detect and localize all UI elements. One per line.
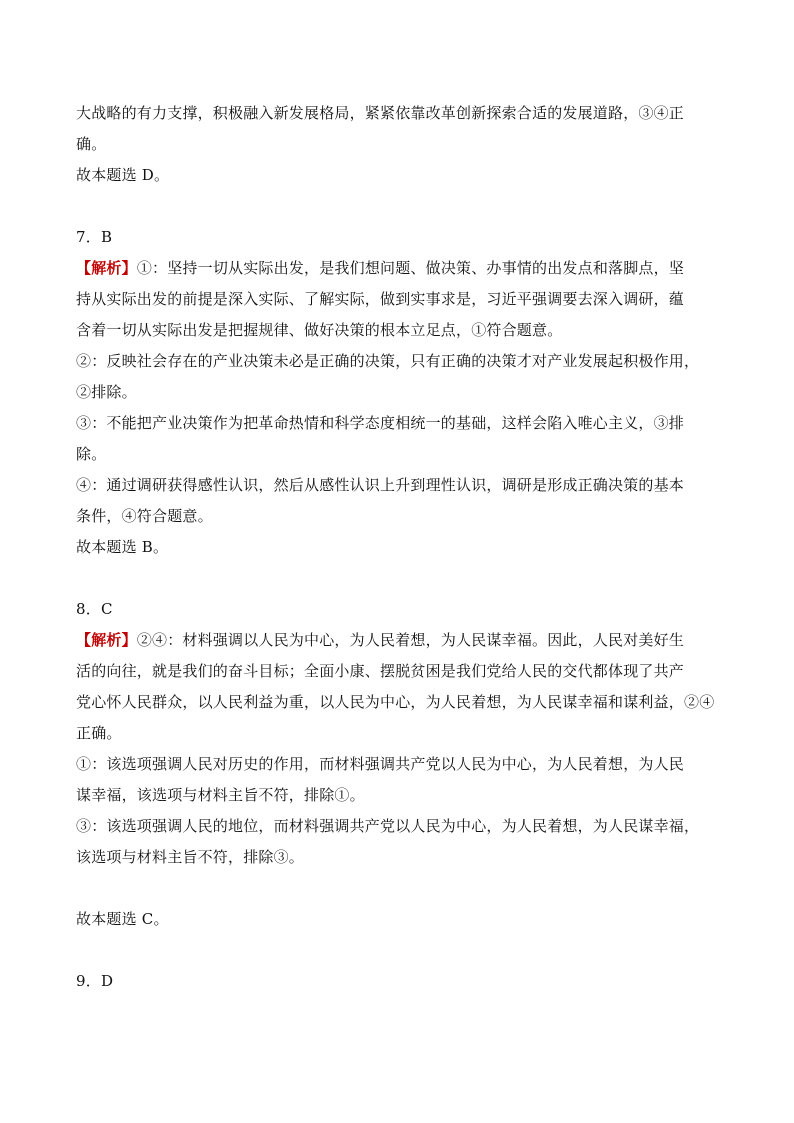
q8-line-7: ③：该选项强调人民的地位，而材料强调共产党以人民为中心，为人民着想，为人民谋幸福，	[76, 817, 700, 835]
spacer	[76, 191, 724, 222]
q8-line-4: 正确。	[76, 724, 122, 742]
q7-line-2: 持从实际出发的前提是深入实际、了解实际，做到实事求是，习近平强调要去深入调研，蕴	[76, 290, 685, 308]
q7-line-9: 条件，④符合题意。	[76, 507, 213, 525]
q7-line-6: ③：不能把产业决策作为把革命热情和科学态度相统一的基础，这样会陷入唯心主义，③排	[76, 414, 685, 432]
q7-analysis-label: 【解析】	[76, 259, 137, 277]
q8-line-2: 活的向往，就是我们的奋斗目标；全面小康、摆脱贫困是我们党给人民的交代都体现了共产	[76, 662, 685, 680]
q8-answer: 8．C	[76, 600, 113, 618]
q7-line-5: ②排除。	[76, 383, 137, 401]
q7-line-7: 除。	[76, 445, 107, 463]
q7-line-8: ④：通过调研获得感性认识，然后从感性认识上升到理性认识，调研是形成正确决策的基本	[76, 476, 685, 494]
q7-text-1: ①：坚持一切从实际出发，是我们想问题、做决策、办事情的出发点和落脚点，坚	[136, 259, 685, 277]
q7-line-4: ②：反映社会存在的产业决策未必是正确的决策，只有正确的决策才对产业发展起积极作用，	[76, 352, 700, 370]
q8-analysis-label: 【解析】	[76, 631, 137, 649]
spacer	[76, 873, 724, 904]
spacer	[76, 563, 724, 594]
q7-line-3: 含着一切从实际出发是把握规律、做好决策的根本立足点，①符合题意。	[76, 321, 563, 339]
prev-conclusion: 故本题选 D。	[76, 166, 170, 184]
spacer	[76, 935, 724, 966]
q8-line-3: 党心怀人民群众，以人民利益为重，以人民为中心，为人民着想，为人民谋幸福和谋利益，②④	[76, 693, 715, 711]
answer-explanations	[76, 98, 724, 997]
q7-line-1	[76, 253, 724, 284]
prev-line-2: 确。	[76, 135, 107, 153]
q8-line-6: 谋幸福，该选项与材料主旨不符，排除①。	[76, 786, 365, 804]
q8-line-5: ①：该选项强调人民对历史的作用，而材料强调共产党以人民为中心，为人民着想，为人民	[76, 755, 685, 773]
q8-line-8: 该选项与材料主旨不符，排除③。	[76, 848, 305, 866]
q8-conclusion: 故本题选 C。	[76, 910, 169, 928]
q8-text-1: ②④：材料强调以人民为中心，为人民着想，为人民谋幸福。因此，人民对美好生	[136, 631, 685, 649]
q7-conclusion: 故本题选 B。	[76, 538, 169, 556]
prev-line-1: 大战略的有力支撑，积极融入新发展格局，紧紧依靠改革创新探索合适的发展道路，③④正	[76, 104, 685, 122]
q8-line-1	[76, 625, 724, 656]
q9-answer: 9．D	[76, 972, 114, 990]
q7-answer: 7．B	[76, 228, 113, 246]
